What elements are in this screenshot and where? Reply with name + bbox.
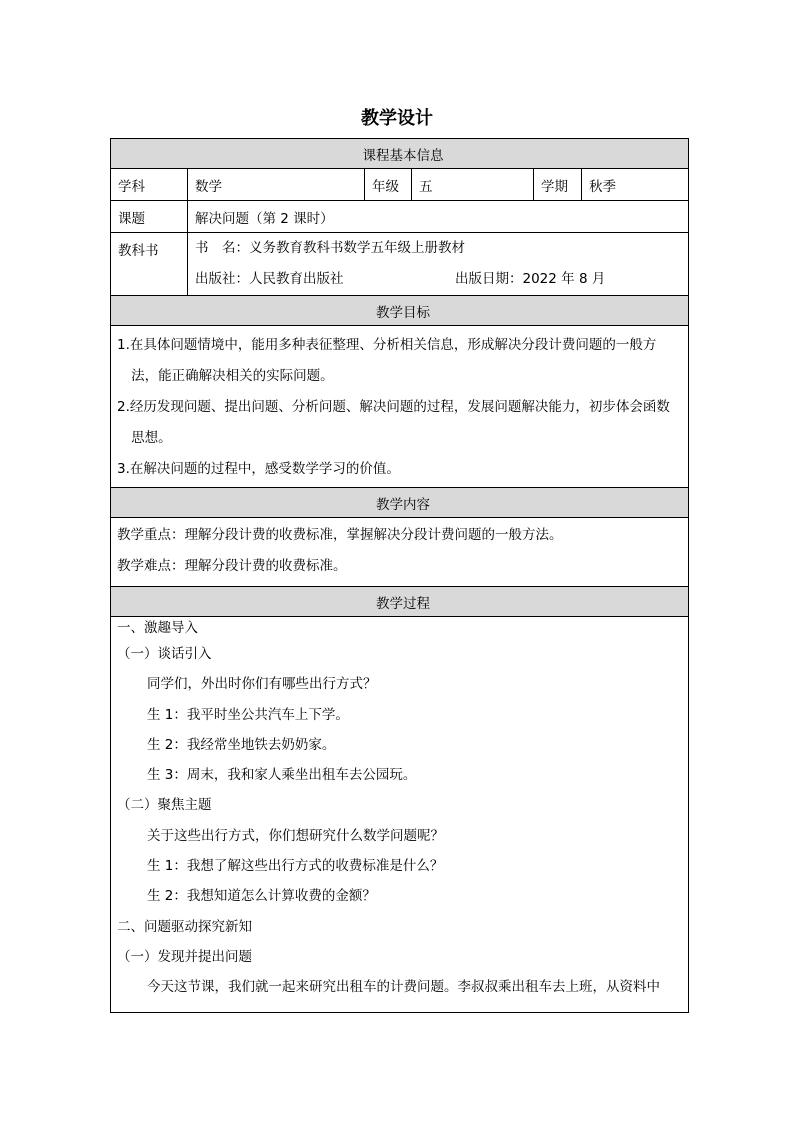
- process-header-row: [111, 587, 689, 617]
- process-section-heading: 一、激趣导入: [117, 620, 198, 636]
- subject-label: 学科: [111, 169, 188, 201]
- basic-info-header: 课程基本信息: [111, 139, 689, 169]
- process-line: 生 3：周末，我和家人乘坐出租车去公园玩。: [147, 767, 417, 784]
- objective-item: 3.在解决问题的过程中，感受数学学习的价值。: [117, 461, 400, 477]
- objective-item: 2.经历发现问题、提出问题、分析问题、解决问题的过程，发展问题解决能力，初步体会函数思想。: [117, 399, 670, 446]
- process-subheading: （一）发现并提出问题: [117, 948, 252, 965]
- objectives-header-row: [111, 296, 689, 326]
- process-line: 同学们，外出时你们有哪些出行方式？: [147, 676, 377, 693]
- content-header-row: [111, 488, 689, 518]
- grade-value: 五: [412, 169, 534, 201]
- term-value: 秋季: [582, 169, 689, 201]
- textbook-info: [188, 233, 689, 296]
- objective-item: 1.在具体问题情境中，能用多种表征整理、分析相关信息，形成解决分段计费问题的一般方法，能正确解决相关的实际问题。: [117, 337, 657, 384]
- process-row: [111, 617, 689, 1013]
- difficult-point: 教学难点：理解分段计费的收费标准。: [117, 558, 347, 574]
- process-line: 生 1：我想了解这些出行方式的收费标准是什么？: [147, 858, 444, 875]
- process-section-heading: 二、问题驱动探究新知: [117, 918, 252, 935]
- subject-row: [111, 169, 689, 201]
- process-body: [111, 617, 689, 1013]
- grade-label: 年级: [365, 169, 412, 201]
- lesson-plan-table: [110, 138, 689, 1013]
- objectives-row: [111, 326, 689, 488]
- content-row: [111, 518, 689, 587]
- textbook-label: 教科书: [111, 233, 188, 296]
- textbook-name: 书 名：义务教育教科书数学五年级上册教材: [195, 240, 465, 256]
- topic-value: 解决问题（第 2 课时）: [188, 201, 689, 233]
- process-line: 今天这节课，我们就一起来研究出租车的计费问题。李叔叔乘出租车去上班，从资料中: [147, 979, 660, 996]
- process-line: 生 2：我想知道怎么计算收费的金额？: [147, 888, 376, 905]
- objectives-list: [111, 326, 689, 488]
- process-subheading: （二）聚焦主题: [117, 797, 212, 814]
- process-line: 关于这些出行方式，你们想研究什么数学问题呢？: [147, 827, 444, 844]
- topic-label: 课题: [111, 201, 188, 233]
- publish-date: 出版日期：2022 年 8 月: [455, 271, 606, 287]
- process-line: 生 1：我平时坐公共汽车上下学。: [147, 706, 349, 723]
- process-subheading: （一）谈话引入: [117, 646, 212, 662]
- term-label: 学期: [534, 169, 582, 201]
- publisher: 出版社：人民教育出版社: [195, 271, 344, 287]
- objectives-header: 教学目标: [111, 296, 689, 326]
- subject-value: 数学: [188, 169, 365, 201]
- basic-info-header-row: [111, 139, 689, 169]
- textbook-row: [111, 233, 689, 296]
- process-header: 教学过程: [111, 587, 689, 617]
- key-point: 教学重点：理解分段计费的收费标准，掌握解决分段计费问题的一般方法。: [117, 527, 563, 543]
- document-title: 教学设计: [361, 108, 433, 129]
- textbook-publish-line: [188, 264, 688, 295]
- content-body: [111, 518, 689, 587]
- topic-row: [111, 201, 689, 233]
- process-line: 生 2：我经常坐地铁去奶奶家。: [147, 736, 336, 753]
- content-header: 教学内容: [111, 488, 689, 518]
